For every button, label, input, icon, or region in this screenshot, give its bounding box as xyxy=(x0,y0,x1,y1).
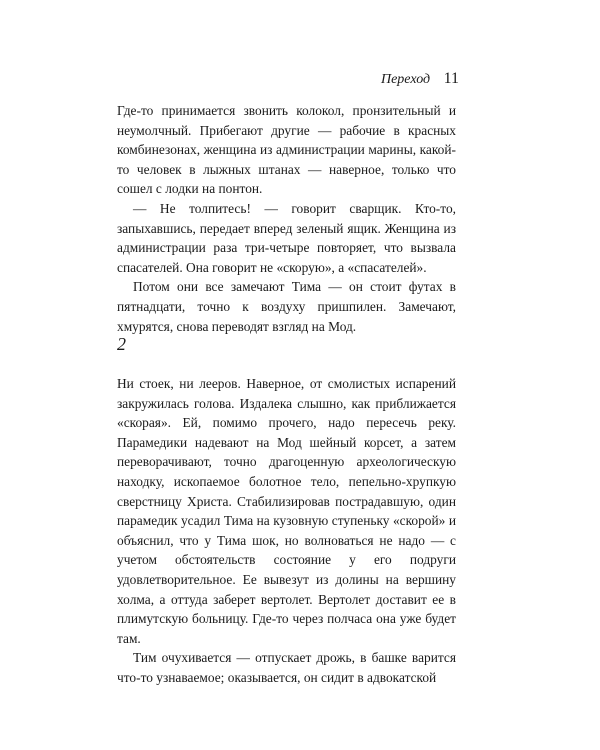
chapter-number: 2 xyxy=(117,334,126,354)
paragraph: Тим очухивается — отпускает дрожь, в башке варится что-то узнаваемое; оказывается, он сидит в адвокатской xyxy=(117,650,456,685)
paragraph: — Не толпитесь! — говорит сварщик. Кто-то, запыхавшись, передает вперед зеленый ящик. Женщина из администрации раза три-четыре повторяет, что вызвала спасателей. Она говорит не «скорую», а «спасателей». xyxy=(117,200,456,275)
paragraph: Где-то принимается звонить колокол, пронзительный и неумолчный. Прибегают другие — рабочие в красных комбинезонах, женщина из администрации марины, какой-то человек в лыжных штанах — наверное, только что сошел с лодки на понтон. xyxy=(117,103,456,197)
running-head xyxy=(381,70,459,89)
running-title: Переход xyxy=(380,72,431,87)
paragraph: Ни стоек, ни лееров. Наверное, от смолистых испарений закружилась голова. Издалека слышно, как приближается «скорая». Ей, помимо прочего, надо пересечь реку. Парамедики надевают на Мод шейный корсет, а затем переворачивают, точно драгоценную археологическую находку, ископаемое болотное тело, пепельно-хрупкую сверстницу Христа. Стабилизировав пострадавшую, один парамедик усадил Тима на кузовную ступеньку «скорой» и объяснил, что у Тима шок, но волноваться не надо — с учетом обстоятельств состояние у его подруги удовлетворительное. Ее вывезут из долины на вершину холма, а оттуда заберет вертолет. Вертолет доставит ее в плимутскую больницу. Где-то через полчаса она уже будет там. xyxy=(117,376,456,646)
section-1-text xyxy=(117,101,456,336)
paragraph: Потом они все замечают Тима — он стоит футах в пятнадцати, точно к воздуху пришпилен. Замечают, хмурятся, снова переводят взгляд на Мод. xyxy=(117,279,456,334)
chapter-2-text xyxy=(117,374,456,688)
page-number: 11 xyxy=(443,70,459,87)
